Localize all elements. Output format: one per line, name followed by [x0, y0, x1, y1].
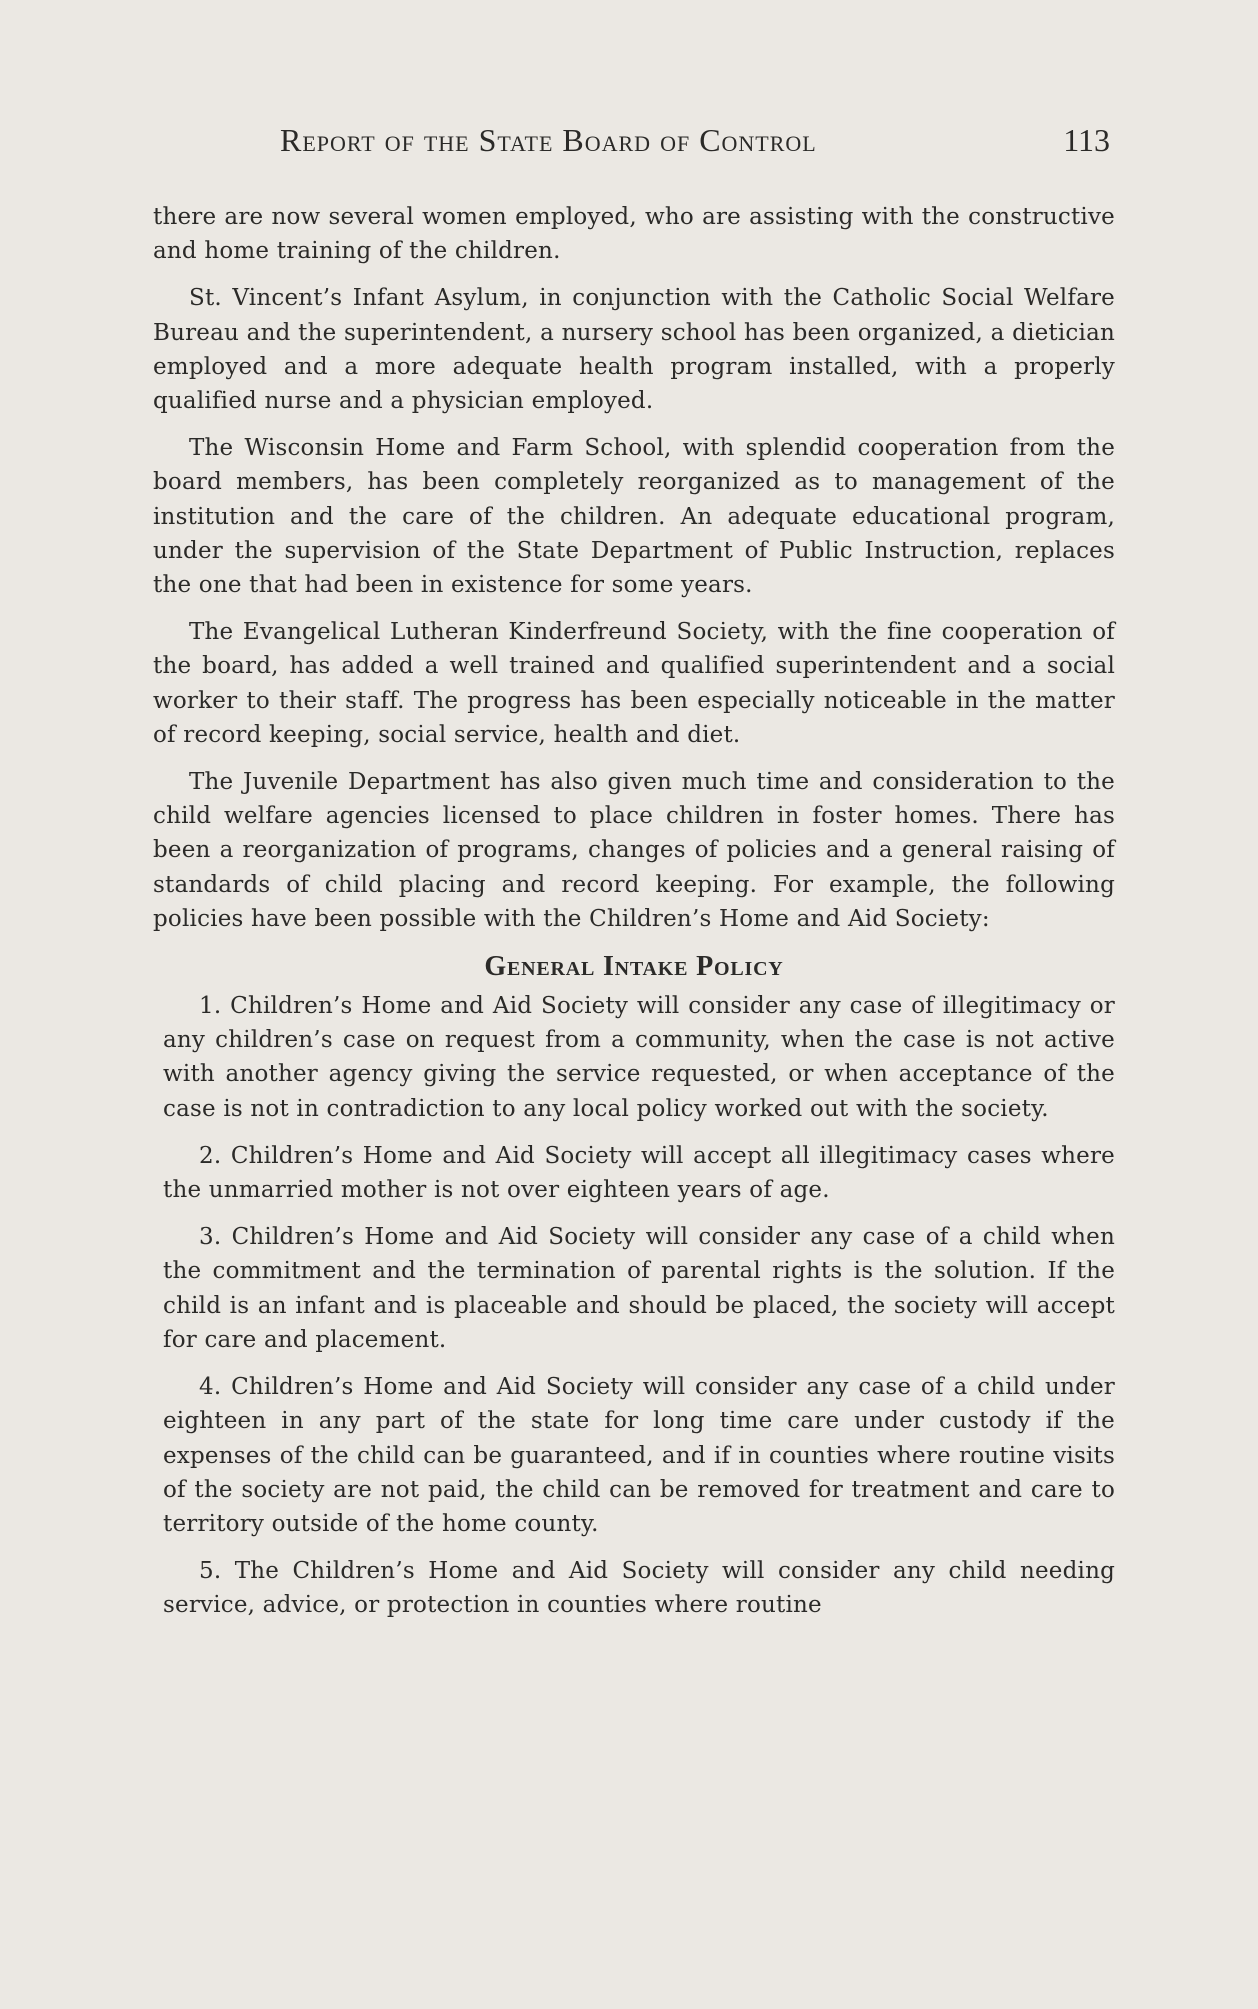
paragraph-kinderfreund: The Evangelical Lutheran Kinderfreund Society, with the fine cooperation of the board, has added a well trained and qualified superintendent and a social worker to their staff. The progress has been especially noticeable in the matter of record keeping, social service, health and diet.	[153, 619, 1115, 748]
running-header	[280, 122, 1110, 162]
policy-item-3: 3. Children’s Home and Aid Society will consider any case of a child when the commitment and the termination of parental rights is the solution. If the child is an infant and is placeable and should be placed, the society will accept for care and placement.	[163, 1224, 1115, 1353]
policy-item-4: 4. Children’s Home and Aid Society will consider any case of a child under eighteen in any part of the state for long time care under custody if the expenses of the child can be guaranteed, and if in counties where routine visits of the society are not paid, the child can be removed for treatment and care to territory outside of the home county.	[163, 1374, 1115, 1537]
paragraph-wisconsin-home: The Wisconsin Home and Farm School, with splendid cooperation from the board members, has been completely reorganized as to management of the institution and the care of the children. An adequate educational program, under the supervision of the State Department of Public Instruction, replaces the one that had been in existence for some years.	[153, 435, 1115, 599]
page-number: 113	[1063, 122, 1110, 158]
body-text	[153, 200, 1115, 1636]
paragraph-juvenile-department: The Juvenile Department has also given much time and consideration to the child welfare agencies licensed to place children in foster homes. There has been a reorganization of programs, changes of policies and a general raising of standards of child placing and record keeping. For example, the following policies have been possible with the Children’s Home and Aid Society:	[153, 769, 1115, 932]
paragraph-st-vincents: St. Vincent’s Infant Asylum, in conjunction with the Catholic Social Welfare Bureau and the superintendent, a nursery school has been organized, a dietician employed and a more adequate health program installed, with a properly qualified nurse and a physician employed.	[153, 285, 1115, 415]
policy-item-1: 1. Children’s Home and Aid Society will consider any case of illegitimacy or any children’s case on request from a community, when the case is not active with another agency giving the service requested, or when acceptance of the case is not in contradiction to any local policy worked out with the society.	[163, 993, 1115, 1122]
policy-item-5: 5. The Children’s Home and Aid Society will consider any child needing service, advice, or protection in counties where routine	[163, 1558, 1115, 1619]
running-title: Report of the State Board of Control	[280, 122, 817, 158]
section-heading: General Intake Policy	[484, 951, 784, 983]
paragraph-continuation: there are now several women employed, who are assisting with the constructive and home training of the children.	[153, 204, 1115, 265]
policy-item-2: 2. Children’s Home and Aid Society will accept all illegitimacy cases where the unmarried mother is not over eighteen years of age.	[163, 1142, 1115, 1204]
